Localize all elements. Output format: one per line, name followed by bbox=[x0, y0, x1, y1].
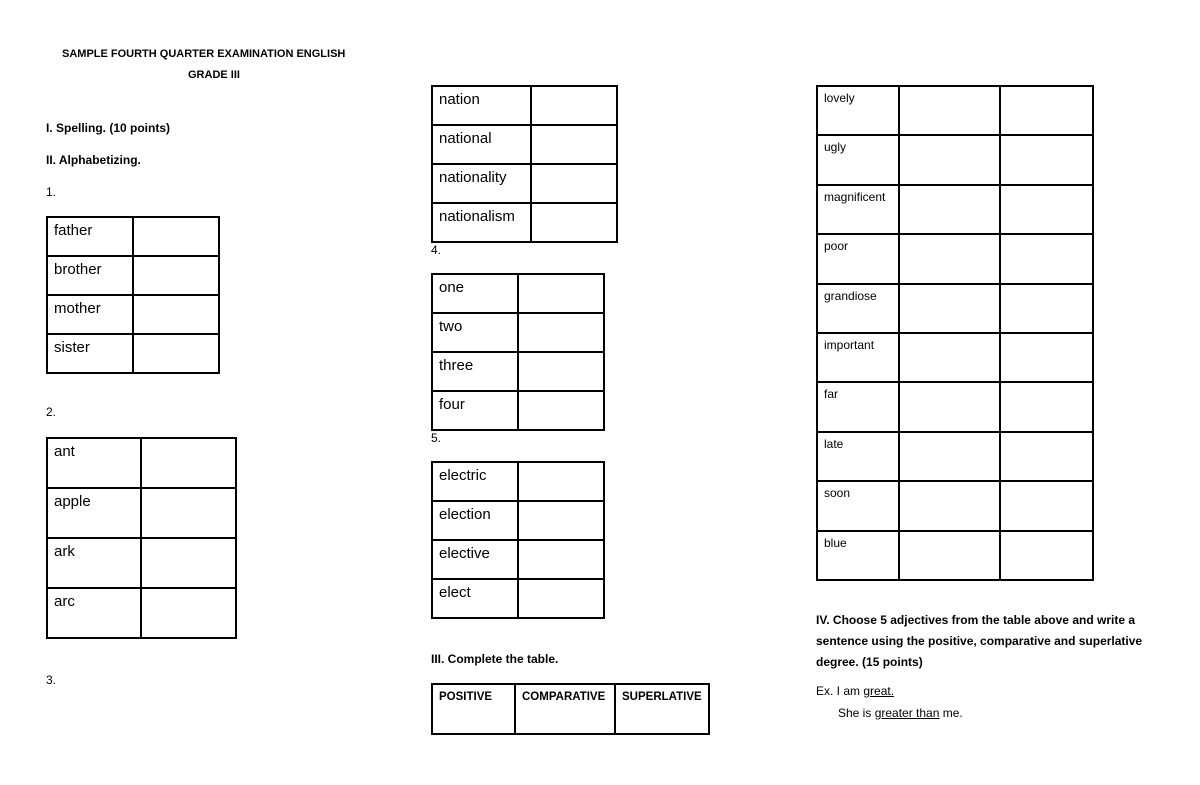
table-row bbox=[432, 391, 604, 430]
table-row bbox=[432, 313, 604, 352]
answer-cell[interactable] bbox=[518, 540, 604, 579]
answer-cell[interactable] bbox=[899, 333, 1000, 382]
word-cell bbox=[432, 164, 531, 203]
adjective-label: important bbox=[824, 337, 875, 352]
table-row bbox=[47, 295, 219, 334]
table-row bbox=[432, 164, 617, 203]
answer-cell[interactable] bbox=[1000, 86, 1093, 135]
header-cell-comparative[interactable] bbox=[515, 684, 615, 734]
word-label: apple bbox=[54, 493, 91, 510]
exam-title: SAMPLE FOURTH QUARTER EXAMINATION ENGLISH bbox=[62, 48, 346, 60]
example-positive: great. bbox=[863, 684, 895, 698]
item-number-1: 1. bbox=[46, 185, 57, 199]
item-number-2: 2. bbox=[46, 405, 57, 419]
table-row bbox=[817, 382, 1093, 431]
answer-cell[interactable] bbox=[133, 217, 219, 256]
answer-cell[interactable] bbox=[141, 588, 236, 638]
table-row bbox=[817, 284, 1093, 333]
word-label: one bbox=[439, 279, 465, 296]
table-row bbox=[817, 333, 1093, 382]
word-cell bbox=[432, 203, 531, 242]
degree-table bbox=[431, 683, 710, 735]
answer-cell[interactable] bbox=[899, 86, 1000, 135]
answer-cell[interactable] bbox=[1000, 234, 1093, 283]
word-label: electric bbox=[439, 467, 487, 484]
word-label: mother bbox=[54, 300, 101, 317]
answer-cell[interactable] bbox=[899, 531, 1000, 580]
table-row bbox=[817, 185, 1093, 234]
adjective-cell bbox=[817, 531, 899, 580]
adjective-label: grandiose bbox=[824, 288, 877, 303]
section-alphabetizing: II. Alphabetizing. bbox=[46, 153, 141, 167]
word-cell bbox=[47, 588, 141, 638]
answer-cell[interactable] bbox=[518, 313, 604, 352]
table-row bbox=[432, 352, 604, 391]
answer-cell[interactable] bbox=[899, 135, 1000, 184]
adjective-cell bbox=[817, 86, 899, 135]
alphabetize-table-2 bbox=[46, 437, 237, 639]
answer-cell[interactable] bbox=[899, 185, 1000, 234]
word-label: nation bbox=[439, 91, 480, 108]
adjective-cell bbox=[817, 135, 899, 184]
word-cell bbox=[432, 540, 518, 579]
table-row bbox=[47, 538, 236, 588]
table-row bbox=[432, 540, 604, 579]
table-row bbox=[47, 438, 236, 488]
answer-cell[interactable] bbox=[133, 256, 219, 295]
alphabetize-table-1 bbox=[46, 216, 220, 374]
answer-cell[interactable] bbox=[899, 481, 1000, 530]
answer-cell[interactable] bbox=[518, 352, 604, 391]
word-cell bbox=[432, 125, 531, 164]
table-row bbox=[47, 488, 236, 538]
table-row bbox=[47, 256, 219, 295]
word-label: father bbox=[54, 222, 93, 239]
word-cell bbox=[432, 391, 518, 430]
example-comparative: greater than bbox=[874, 706, 940, 720]
adjective-cell bbox=[817, 481, 899, 530]
adjective-label: blue bbox=[824, 535, 847, 550]
answer-cell[interactable] bbox=[1000, 531, 1093, 580]
example-prefix-2: She is bbox=[838, 706, 875, 720]
word-cell bbox=[47, 334, 133, 373]
word-label: two bbox=[439, 318, 463, 335]
table-row bbox=[432, 125, 617, 164]
answer-cell[interactable] bbox=[899, 382, 1000, 431]
table-row bbox=[432, 501, 604, 540]
word-cell bbox=[47, 256, 133, 295]
answer-cell[interactable] bbox=[133, 295, 219, 334]
answer-cell[interactable] bbox=[531, 164, 617, 203]
answer-cell[interactable] bbox=[141, 538, 236, 588]
word-cell bbox=[432, 579, 518, 618]
table-row bbox=[432, 274, 604, 313]
section-adjectives-instruction: IV. Choose 5 adjectives from the table above and write a sentence using the positive, comparative and superlative degree. (15 points) bbox=[816, 613, 1143, 669]
word-label: election bbox=[439, 506, 491, 523]
word-label: nationality bbox=[439, 169, 507, 186]
table-row bbox=[432, 684, 709, 734]
answer-cell[interactable] bbox=[518, 579, 604, 618]
word-cell bbox=[432, 352, 518, 391]
answer-cell[interactable] bbox=[899, 234, 1000, 283]
word-cell bbox=[47, 217, 133, 256]
word-cell bbox=[432, 462, 518, 501]
table-row bbox=[432, 203, 617, 242]
word-label: nationalism bbox=[439, 208, 515, 225]
item-number-4: 4. bbox=[431, 243, 442, 257]
answer-cell[interactable] bbox=[899, 432, 1000, 481]
adjective-label: poor bbox=[824, 239, 849, 254]
word-cell bbox=[47, 488, 141, 538]
answer-cell[interactable] bbox=[531, 125, 617, 164]
grade-label: GRADE III bbox=[188, 69, 240, 81]
table-row bbox=[432, 462, 604, 501]
example-line-1 bbox=[816, 684, 894, 698]
section-complete-table: III. Complete the table. bbox=[431, 652, 559, 666]
table-row bbox=[47, 217, 219, 256]
section-spelling: I. Spelling. (10 points) bbox=[46, 121, 171, 135]
word-cell bbox=[47, 438, 141, 488]
word-cell bbox=[432, 86, 531, 125]
word-label: national bbox=[439, 130, 492, 147]
answer-cell[interactable] bbox=[518, 501, 604, 540]
item-number-5: 5. bbox=[431, 431, 442, 445]
adjective-cell bbox=[817, 333, 899, 382]
answer-cell[interactable] bbox=[531, 203, 617, 242]
word-label: elect bbox=[439, 584, 471, 601]
word-label: four bbox=[439, 396, 465, 413]
adjective-label: late bbox=[824, 436, 844, 451]
adjective-table bbox=[816, 85, 1094, 581]
table-row bbox=[817, 531, 1093, 580]
adjective-label: magnificent bbox=[824, 189, 886, 204]
word-label: brother bbox=[54, 261, 102, 278]
item-number-3: 3. bbox=[46, 673, 57, 687]
answer-cell[interactable] bbox=[141, 488, 236, 538]
adjective-cell bbox=[817, 234, 899, 283]
word-label: three bbox=[439, 357, 474, 374]
answer-cell[interactable] bbox=[1000, 185, 1093, 234]
word-cell bbox=[47, 295, 133, 334]
answer-cell[interactable] bbox=[518, 274, 604, 313]
adjective-label: lovely bbox=[824, 91, 855, 105]
example-prefix: Ex. I am bbox=[816, 684, 864, 698]
word-label: sister bbox=[54, 339, 90, 356]
answer-cell[interactable] bbox=[141, 438, 236, 488]
alphabetize-table-5 bbox=[431, 461, 605, 619]
table-row bbox=[47, 588, 236, 638]
answer-cell[interactable] bbox=[899, 284, 1000, 333]
header-positive: POSITIVE bbox=[439, 691, 493, 703]
answer-cell[interactable] bbox=[1000, 481, 1093, 530]
alphabetize-table-4 bbox=[431, 273, 605, 431]
answer-cell[interactable] bbox=[518, 462, 604, 501]
word-label: ark bbox=[54, 543, 75, 560]
adjective-cell bbox=[817, 185, 899, 234]
answer-cell[interactable] bbox=[531, 86, 617, 125]
word-cell bbox=[432, 274, 518, 313]
alphabetize-table-3 bbox=[431, 85, 618, 243]
header-comparative: COMPARATIVE bbox=[522, 691, 606, 703]
answer-cell[interactable] bbox=[1000, 135, 1093, 184]
word-cell bbox=[47, 538, 141, 588]
table-row bbox=[817, 86, 1093, 135]
answer-cell[interactable] bbox=[1000, 432, 1093, 481]
word-cell bbox=[432, 501, 518, 540]
word-label: ant bbox=[54, 443, 75, 460]
table-row bbox=[47, 334, 219, 373]
answer-cell[interactable] bbox=[518, 391, 604, 430]
word-label: elective bbox=[439, 545, 490, 562]
example-line-2 bbox=[838, 706, 963, 720]
adjective-cell bbox=[817, 284, 899, 333]
example-suffix: me. bbox=[939, 706, 963, 720]
table-row bbox=[817, 481, 1093, 530]
adjective-label: ugly bbox=[824, 140, 847, 155]
adjective-label: soon bbox=[824, 486, 851, 501]
adjective-label: far bbox=[824, 387, 839, 402]
table-row bbox=[817, 135, 1093, 184]
header-superlative: SUPERLATIVE bbox=[622, 691, 702, 703]
answer-cell[interactable] bbox=[1000, 284, 1093, 333]
table-row bbox=[432, 579, 604, 618]
word-label: arc bbox=[54, 593, 75, 610]
header-cell-positive[interactable] bbox=[432, 684, 515, 734]
adjective-cell bbox=[817, 382, 899, 431]
table-row bbox=[817, 234, 1093, 283]
answer-cell[interactable] bbox=[133, 334, 219, 373]
adjective-cell bbox=[817, 432, 899, 481]
table-row bbox=[432, 86, 617, 125]
word-cell bbox=[432, 313, 518, 352]
header-cell-superlative[interactable] bbox=[615, 684, 709, 734]
answer-cell[interactable] bbox=[1000, 333, 1093, 382]
table-row bbox=[817, 432, 1093, 481]
answer-cell[interactable] bbox=[1000, 382, 1093, 431]
